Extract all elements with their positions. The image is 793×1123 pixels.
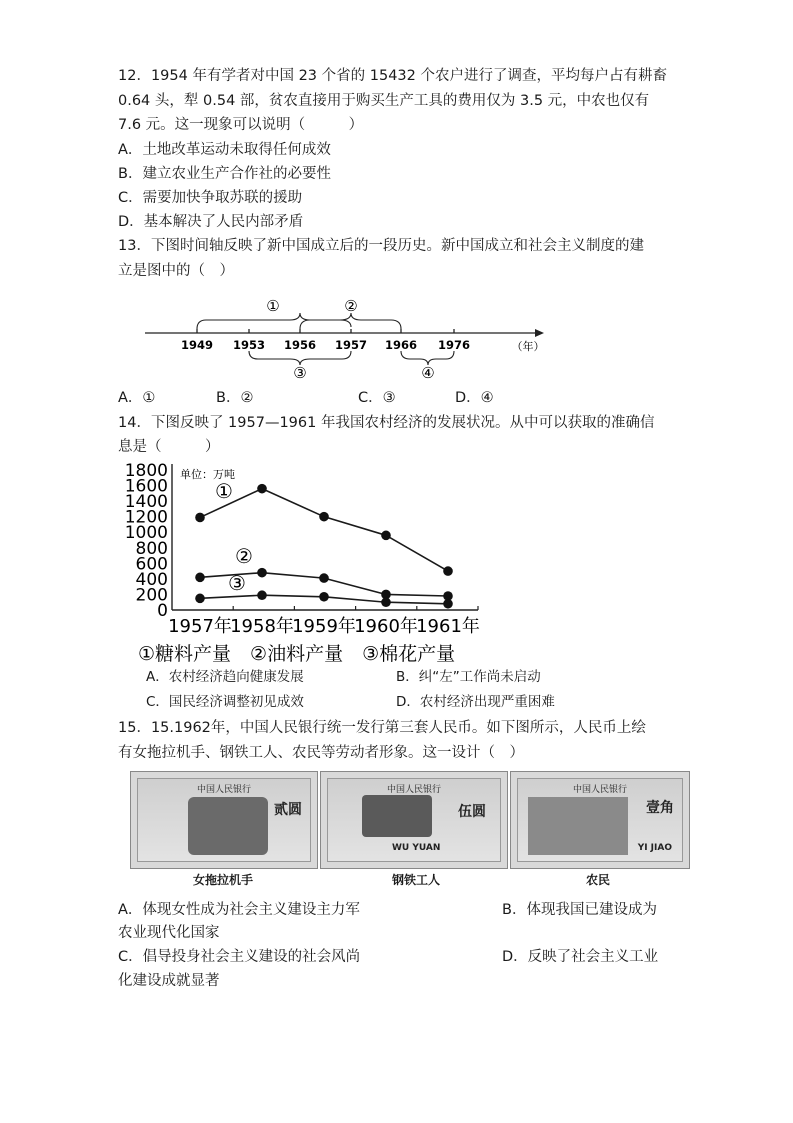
banknote-steel-worker bbox=[320, 771, 508, 869]
q12-stem-line2: 0.64 头，犁 0.54 部，贫农直接用于购买生产工具的费用仅为 3.5 元，中农也仅有 bbox=[118, 93, 650, 109]
chart-y-tick-label: 1000 bbox=[124, 523, 168, 544]
q14-stem-line1: 14．下图反映了 1957—1961 年我国农村经济的发展状况。从中可以获取的准确信 bbox=[118, 415, 655, 431]
chart-y-tick-label: 1800 bbox=[124, 461, 168, 481]
q14-stem-line2: 息是（ ） bbox=[118, 439, 220, 455]
q13-option-d: D．④ bbox=[455, 390, 494, 406]
timeline-year-1957: 1957 bbox=[334, 338, 368, 352]
series-marker-1: ① bbox=[215, 479, 233, 503]
timeline-marker-3: ③ bbox=[293, 364, 307, 382]
chart-y-tick-label: 600 bbox=[135, 554, 168, 575]
series-2-point bbox=[319, 573, 329, 583]
timeline-marker-1: ① bbox=[266, 297, 280, 315]
chart-x-tick-label: 1957年 bbox=[168, 616, 232, 637]
q14-option-a: A．农村经济趋向健康发展 bbox=[146, 669, 304, 685]
series-marker-3: ③ bbox=[228, 571, 246, 595]
series-3-point bbox=[257, 590, 267, 600]
series-1-point bbox=[443, 566, 453, 576]
banknote-caption-1: 女拖拉机手 bbox=[193, 873, 254, 887]
banknote-pinyin: WU YUAN bbox=[392, 843, 441, 853]
timeline-year-1949: 1949 bbox=[180, 338, 214, 352]
chart-y-tick-label: 0 bbox=[157, 601, 168, 621]
steel-worker-illustration bbox=[362, 795, 432, 837]
q15-option-b-continued: 农业现代化国家 bbox=[118, 925, 220, 941]
q15-option-a: A．体现女性成为社会主义建设主力军 bbox=[118, 902, 360, 918]
q15-option-d-continued: 化建设成就显著 bbox=[118, 973, 220, 989]
banknote-bank-name: 中国人民银行 bbox=[386, 785, 441, 795]
timeline-bracket-3 bbox=[249, 351, 351, 365]
banknote-pinyin: YI JIAO bbox=[637, 843, 672, 853]
q15-stem-line2: 有女拖拉机手、钢铁工人、农民等劳动者形象。这一设计（ ） bbox=[118, 745, 524, 761]
timeline-year-1956: 1956 bbox=[283, 338, 317, 352]
chart-x-tick-label: 1960年 bbox=[354, 616, 418, 637]
banknote-denomination: 伍圆 bbox=[458, 804, 486, 820]
timeline-marker-2: ② bbox=[344, 297, 358, 315]
banknote-bank-name: 中国人民银行 bbox=[572, 785, 627, 795]
chart-y-tick-label: 1600 bbox=[124, 476, 168, 497]
q12-stem-line1: 12．1954 年有学者对中国 23 个省的 15432 个农户进行了调查，平均每户占有耕畜 bbox=[118, 68, 667, 84]
q12-option-b: B．建立农业生产合作社的必要性 bbox=[118, 166, 331, 182]
timeline-diagram bbox=[140, 293, 560, 385]
tractor-driver-illustration bbox=[188, 797, 268, 855]
banknote-denomination: 贰圆 bbox=[274, 802, 302, 818]
q13-option-b: B．② bbox=[216, 390, 254, 406]
chart-legend: ①糖料产量 ②油料产量 ③棉花产量 bbox=[138, 643, 456, 665]
timeline-bracket-4 bbox=[401, 351, 454, 365]
q15-stem-line1: 15．15.1962年，中国人民银行统一发行第三套人民币。如下图所示，人民币上绘 bbox=[118, 720, 646, 736]
series-1-point bbox=[381, 531, 391, 541]
timeline-year-1953: 1953 bbox=[232, 338, 266, 352]
q12-option-c: C．需要加快争取苏联的援助 bbox=[118, 190, 303, 206]
chart-x-tick-label: 1961年 bbox=[416, 616, 480, 637]
chart-y-tick-label: 1400 bbox=[124, 492, 168, 513]
farmer-illustration bbox=[528, 797, 628, 855]
q12-stem-line3: 7.6 元。这一现象可以说明（ ） bbox=[118, 117, 364, 133]
q14-option-b: B．纠“左”工作尚未启动 bbox=[396, 669, 541, 685]
q13-option-a: A．① bbox=[118, 390, 156, 406]
series-3-point bbox=[443, 599, 453, 609]
q15-option-b: B．体现我国已建设成为 bbox=[502, 902, 657, 918]
banknote-tractor-driver bbox=[130, 771, 318, 869]
timeline-unit: （年） bbox=[511, 340, 545, 353]
q13-option-c: C．③ bbox=[358, 390, 396, 406]
q12-option-d: D．基本解决了人民内部矛盾 bbox=[118, 214, 304, 230]
banknote-farmer bbox=[510, 771, 690, 869]
chart-y-tick-label: 1200 bbox=[124, 507, 168, 528]
q15-option-c: C．倡导投身社会主义建设的社会风尚 bbox=[118, 949, 361, 965]
chart-x-tick-label: 1959年 bbox=[292, 616, 356, 637]
series-2-point bbox=[195, 573, 205, 583]
series-1-point bbox=[195, 513, 205, 523]
chart-y-tick-label: 800 bbox=[135, 538, 168, 559]
q13-stem-line1: 13．下图时间轴反映了新中国成立后的一段历史。新中国成立和社会主义制度的建 bbox=[118, 238, 644, 254]
q13-stem-line2: 立是图中的（ ） bbox=[118, 263, 234, 279]
chart-y-tick-label: 200 bbox=[135, 585, 168, 606]
series-2-point bbox=[257, 568, 267, 578]
series-marker-2: ② bbox=[235, 544, 253, 568]
q12-option-a: A．土地改革运动未取得任何成效 bbox=[118, 142, 331, 158]
banknote-caption-3: 农民 bbox=[586, 873, 611, 887]
timeline-bracket-1 bbox=[197, 313, 351, 329]
series-3-point bbox=[381, 597, 391, 607]
timeline-year-1976: 1976 bbox=[437, 338, 471, 352]
timeline-marker-4: ④ bbox=[421, 364, 435, 382]
chart-y-tick-label: 400 bbox=[135, 569, 168, 590]
banknote-denomination: 壹角 bbox=[646, 800, 674, 816]
series-1-point bbox=[257, 484, 267, 494]
chart-unit-label: 单位：万吨 bbox=[180, 468, 235, 481]
banknote-bank-name: 中国人民银行 bbox=[196, 785, 251, 795]
chart-x-tick-label: 1958年 bbox=[230, 616, 294, 637]
series-1-point bbox=[319, 512, 329, 522]
q14-option-c: C．国民经济调整初见成效 bbox=[146, 694, 304, 710]
q15-option-d: D．反映了社会主义工业 bbox=[502, 949, 659, 965]
banknote-caption-2: 钢铁工人 bbox=[392, 873, 441, 887]
series-3-point bbox=[195, 594, 205, 604]
series-3-point bbox=[319, 592, 329, 602]
production-line-chart bbox=[110, 458, 510, 668]
timeline-year-1966: 1966 bbox=[384, 338, 418, 352]
q14-option-d: D．农村经济出现严重困难 bbox=[396, 694, 555, 710]
